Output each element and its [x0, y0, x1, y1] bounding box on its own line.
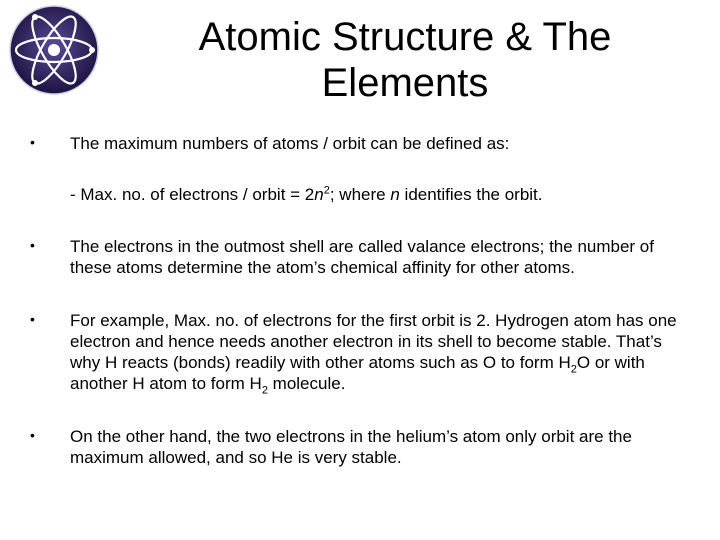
bullet-text-4: On the other hand, the two electrons in the helium’s atom only orbit are the maximum allowed, and so He is very stable.	[70, 427, 632, 467]
bullet-dot: •	[30, 427, 35, 443]
page-title	[110, 14, 700, 106]
bullet-text-1: The maximum numbers of atoms / orbit can be defined as:	[70, 134, 510, 153]
bullet-text-3: For example, Max. no. of electrons for the first orbit is 2. Hydrogen atom has one electron and hence needs another electron in its shell to become stable. That’s why H reacts (bonds) readily with other atoms such as O to form $H_2O$ or with another H atom to form $H_2$ molecule.	[70, 311, 677, 397]
title-line-1: Atomic Structure & The	[198, 15, 612, 59]
bullet-dot: •	[30, 311, 35, 327]
atom-icon	[8, 4, 100, 96]
bullet-dot: •	[30, 134, 35, 150]
bullet-dot: •	[30, 237, 35, 253]
formula-line: - Max. no. of electrons / orbit = $2n^2$; where n identifies the orbit.	[70, 184, 543, 204]
bullet-text-2: The electrons in the outmost shell are called valance electrons; the number of these atoms determine the atom’s chemical affinity for other atoms.	[70, 237, 654, 277]
title-line-2: Elements	[321, 61, 489, 105]
